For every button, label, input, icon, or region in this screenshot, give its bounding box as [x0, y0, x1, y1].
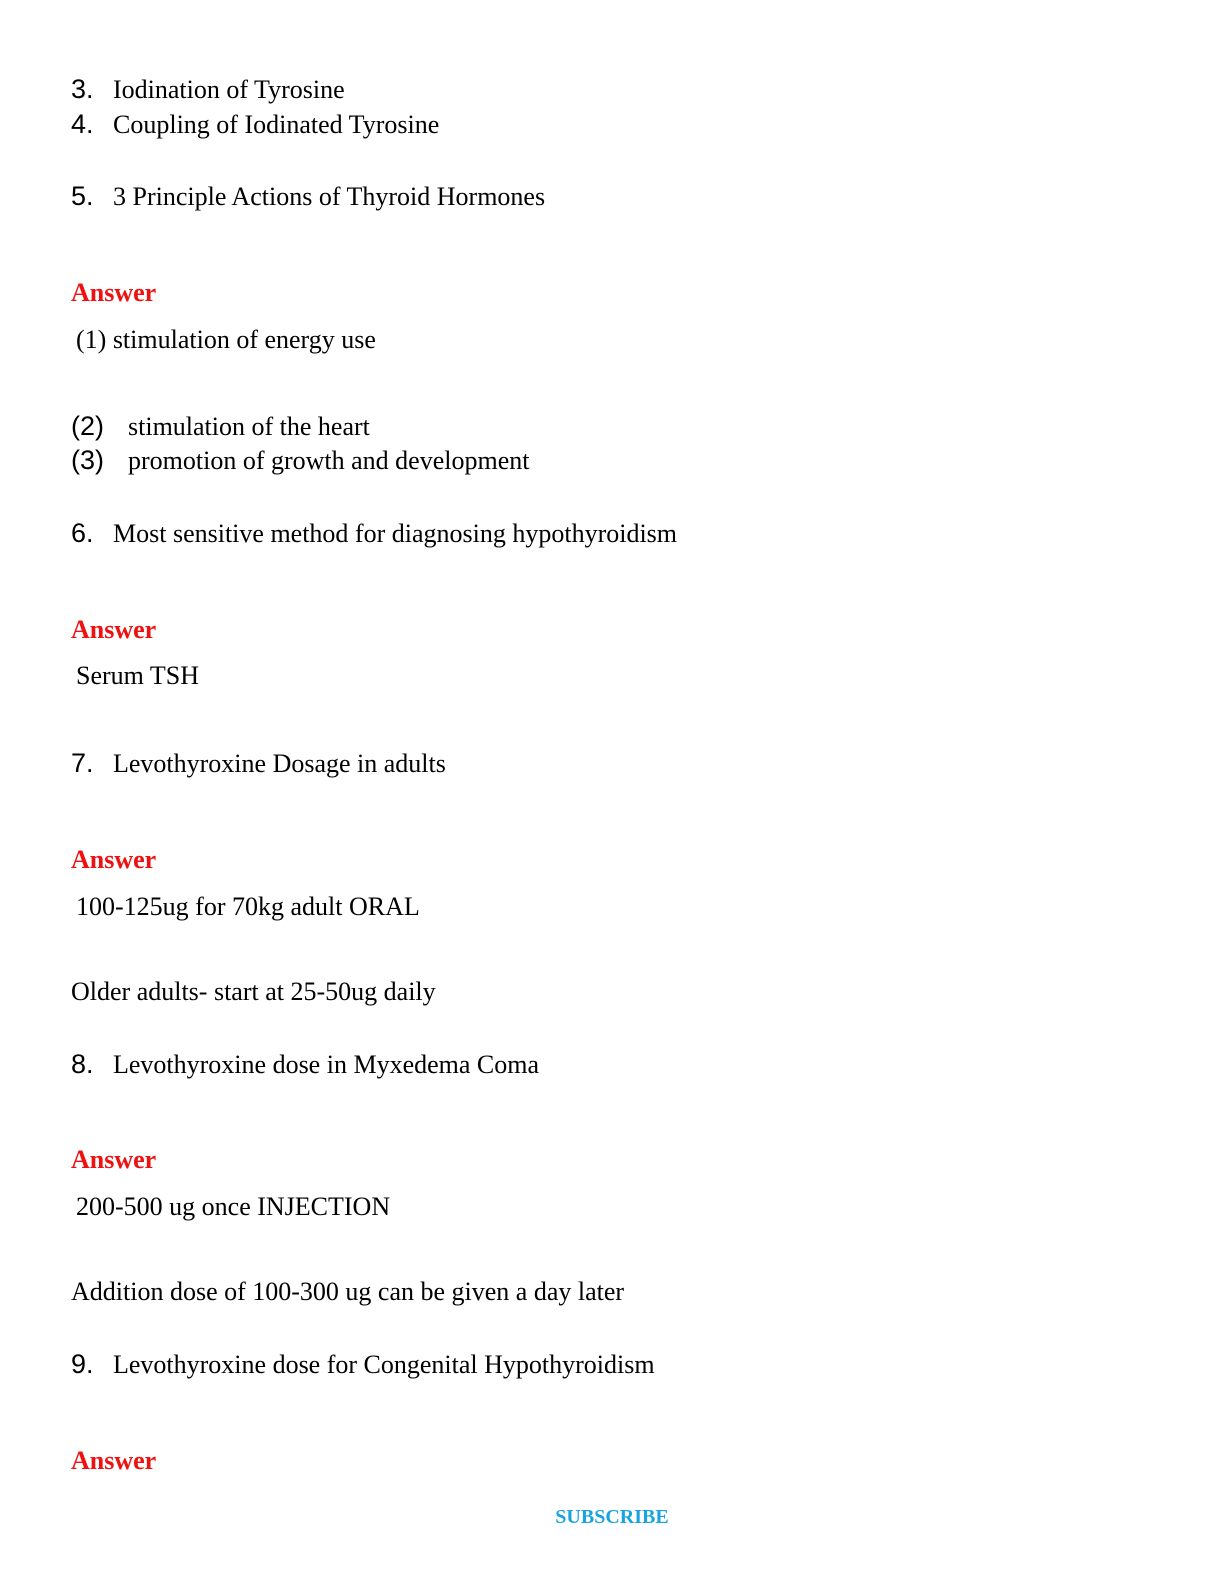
- answer-label: Answer: [71, 278, 157, 307]
- answer-8-line-1: 200-500 ug once INJECTION: [76, 1192, 391, 1221]
- question-text: Coupling of Iodinated Tyrosine: [113, 110, 440, 139]
- question-4: [71, 108, 439, 141]
- answer-number: (3): [71, 445, 104, 475]
- subscribe-link[interactable]: SUBSCRIBE: [555, 1506, 669, 1528]
- answer-number: (2): [71, 411, 104, 441]
- question-text: Levothyroxine Dosage in adults: [113, 749, 446, 778]
- answer-label: Answer: [71, 615, 157, 644]
- question-3: [71, 73, 345, 106]
- answer-6-line-1: Serum TSH: [76, 661, 200, 690]
- question-5: [71, 180, 545, 213]
- question-number: 7.: [71, 748, 94, 778]
- answer-7-line-1: 100-125ug for 70kg adult ORAL: [76, 892, 420, 921]
- question-number: 8.: [71, 1049, 94, 1079]
- question-number: 5.: [71, 181, 94, 211]
- answer-label: Answer: [71, 1446, 157, 1475]
- answer-5-line-2: [71, 410, 370, 443]
- answer-text: promotion of growth and development: [128, 446, 530, 475]
- question-number: 4.: [71, 109, 94, 139]
- question-6: [71, 517, 677, 550]
- question-9: [71, 1348, 655, 1381]
- question-text: 3 Principle Actions of Thyroid Hormones: [113, 182, 546, 211]
- answer-5-line-1: (1) stimulation of energy use: [76, 325, 376, 354]
- question-text: Levothyroxine dose for Congenital Hypothyroidism: [113, 1350, 655, 1379]
- question-8: [71, 1048, 539, 1081]
- answer-text: stimulation of the heart: [128, 412, 370, 441]
- answer-8-line-2: Addition dose of 100-300 ug can be given a day later: [71, 1277, 625, 1306]
- question-number: 6.: [71, 518, 94, 548]
- question-number: 9.: [71, 1349, 94, 1379]
- answer-7-line-2: Older adults- start at 25-50ug daily: [71, 977, 436, 1006]
- answer-label: Answer: [71, 1145, 157, 1174]
- question-text: Most sensitive method for diagnosing hypothyroidism: [113, 519, 678, 548]
- answer-5-line-3: [71, 444, 529, 477]
- question-7: [71, 747, 446, 780]
- question-text: Levothyroxine dose in Myxedema Coma: [113, 1050, 540, 1079]
- question-number: 3.: [71, 74, 94, 104]
- question-text: Iodination of Tyrosine: [113, 75, 345, 104]
- answer-label: Answer: [71, 845, 157, 874]
